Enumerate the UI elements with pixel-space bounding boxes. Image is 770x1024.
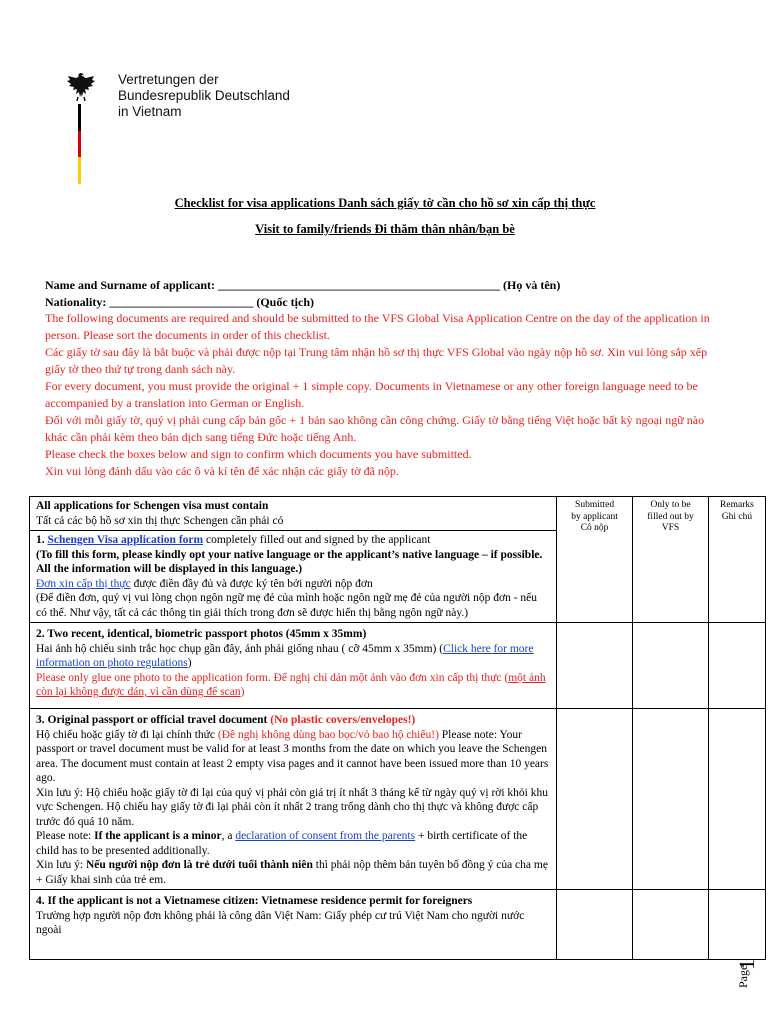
item-title: 2. Two recent, identical, biometric passport photos (45mm x 35mm): [36, 628, 367, 640]
item-text: ): [187, 657, 192, 669]
embassy-logo: [64, 68, 304, 158]
header-text: VFS: [661, 523, 680, 533]
vfs-checkbox[interactable]: [633, 890, 709, 960]
submitted-checkbox[interactable]: [557, 623, 633, 709]
instruction-text: Các giấy tờ sau đây là bắt buộc và phải được nộp tại Trung tâm nhận hồ sơ thị thực VFS Global vào ngày nộp hồ sơ. Xin vui lòng sắp xếp giấy tờ theo thứ tự trong danh sách này.: [45, 345, 708, 376]
vfs-checkbox[interactable]: [633, 623, 709, 709]
vfs-checkbox[interactable]: [633, 709, 709, 890]
nationality-field[interactable]: Nationality: ________________________ (Quốc tịch): [45, 295, 314, 309]
instructions: [45, 310, 725, 480]
table-row: [30, 709, 766, 890]
photo-scan-link[interactable]: một ảnh còn lại không được dán, vì cần dùng để scan: [36, 671, 546, 698]
item-text: Hai ảnh hộ chiếu sinh trắc học chụp gần đây, ảnh phải giống nhau ( cỡ 45mm x 35mm) (: [36, 642, 444, 655]
parents-consent-link[interactable]: declaration of consent from the parents: [235, 830, 416, 842]
german-flag-bar: [78, 104, 81, 184]
page-number-label: [730, 950, 770, 1000]
item-note: Xin lưu ý: Hộ chiếu hoặc giấy tờ đi lại của quý vị phải còn giá trị ít nhất 3 tháng kể từ ngày quý vị rời khỏi khu vực Schengen. Hộ chiếu hay giấy tờ đi lại phải còn ít nhất 2 trang trống dành cho thị thực và không được cấp trước đó quá 10 năm.: [36, 786, 549, 828]
instruction-text: The following documents are required and should be submitted to the VFS Global Visa Application Centre on the day of the application in person. Please sort the documents in order of this checklist.: [45, 311, 710, 342]
item-text: Hộ chiếu hoặc giấy tờ đi lại chính thức: [36, 728, 218, 741]
header-text: Only to be: [650, 500, 691, 510]
table-header-row: [30, 497, 766, 531]
checklist-table: [29, 496, 766, 960]
header-main-cell: [30, 497, 557, 531]
instruction-text: Xin vui lòng đánh dấu vào các ô và kí tên để xác nhận các giấy tờ đã nộp.: [45, 464, 399, 478]
item-text: Please note: Your passport or travel document must be valid for at least 3 months from the date on which you leave the Schengen area. The document must contain at least 2 empty visa pages and it cannot have been issued more than 10 years ago.: [36, 728, 549, 784]
application-form-link[interactable]: Schengen Visa application form: [47, 534, 204, 546]
header-main-en: All applications for Schengen visa must contain: [36, 500, 269, 512]
remarks-field[interactable]: [708, 709, 765, 890]
header-remarks: [708, 497, 765, 623]
header-text: by applicant: [571, 511, 618, 522]
org-line: in Vietnam: [118, 104, 182, 119]
header-text: Cô nộp: [580, 523, 609, 533]
instruction-text: Đối với mỗi giấy tờ, quý vị phải cung cấp bản gốc + 1 bản sao không cần công chứng. Giấy tờ bằng tiếng Việt hoặc bất kỳ ngoại ngữ nào khác cần phải kèm theo bản dịch sang tiếng Đức hoặc tiếng Anh.: [45, 413, 705, 444]
header-text: Remarks: [720, 500, 754, 510]
remarks-field[interactable]: [708, 623, 765, 709]
item-text: If the applicant is a minor: [94, 830, 222, 842]
page-word: Page: [736, 964, 750, 988]
item-title: 4. If the applicant is not a Vietnamese citizen: Vietnamese residence permit for foreigners: [36, 895, 473, 907]
document-subtitle: Visit to family/friends Đi thăm thân nhân/bạn bè: [255, 222, 515, 236]
applicant-fields: [45, 277, 560, 311]
table-row: [30, 890, 766, 960]
application-form-link-vi[interactable]: Đơn xin cấp thị thực: [36, 577, 131, 590]
org-line: Bundesrepublik Deutschland: [118, 88, 290, 103]
header-vfs: [633, 497, 709, 623]
item-text: thì phải nộp thêm bản tuyên bố đồng ý của cha mẹ + Giấy khai sinh của trẻ em.: [36, 859, 548, 886]
item-text: , a: [221, 830, 236, 842]
item-number: 1.: [36, 534, 45, 546]
embassy-name: [118, 72, 290, 120]
item-text: được điền đầy đủ và được ký tên bởi người nộp đơn: [130, 577, 373, 590]
table-row: [30, 623, 766, 709]
header-main-vi: Tất cả các bộ hồ sơ xin thị thực Schengen cần phải có: [36, 514, 284, 527]
org-line: Vertretungen der: [118, 72, 219, 87]
federal-eagle-icon: [64, 70, 98, 104]
item-text: + birth certificate of the child has to be presented additionally.: [36, 830, 528, 857]
item-1-cell: [30, 531, 557, 623]
item-4-cell: [30, 890, 557, 960]
item-warning: Please only glue one photo to the application form. Để nghị chỉ dán một ảnh vào đơn xin cấp thị thực (: [36, 671, 509, 684]
page-number: 1: [734, 959, 759, 970]
applicant-name-field[interactable]: Name and Surname of applicant: _______________________________________________ (Họ và tên): [45, 278, 561, 292]
item-text: completely filled out and signed by the applicant: [203, 534, 431, 546]
instruction-text: For every document, you must provide the original + 1 simple copy. Documents in Vietnamese or any other foreign language need to be accompanied by a translation into German or English.: [45, 379, 698, 410]
document-title: Checklist for visa applications Danh sách giấy tờ cần cho hồ sơ xin cấp thị thực: [174, 196, 596, 210]
submitted-checkbox[interactable]: [557, 709, 633, 890]
header-text: Submitted: [575, 500, 615, 510]
item-note: (To fill this form, please kindly opt your native language or the applicant’s native language – if possible. All the information will be displayed in this language.): [36, 548, 543, 575]
item-text: Xin lưu ý:: [36, 859, 86, 871]
instruction-text: Please check the boxes below and sign to confirm which documents you have submitted.: [45, 447, 472, 461]
item-text: Trường hợp người nộp đơn không phải là công dân Việt Nam: Giấy phép cư trú Việt Nam cho người nước ngoài: [36, 909, 525, 936]
header-text: Ghi chú: [721, 511, 753, 522]
remarks-field[interactable]: [708, 890, 765, 960]
item-warning: (Đề nghị không dùng bao bọc/vỏ bao hộ chiếu!): [217, 728, 439, 741]
header-submitted: [557, 497, 633, 623]
header-text: filled out by: [647, 511, 694, 522]
item-note: (Để điền đơn, quý vị vui lòng chọn ngôn ngữ mẹ đẻ của mình hoặc ngôn ngữ mẹ đẻ của người nộp đơn - nếu có thể. Như vậy, tất cả các thông tin giải thích trong đơn sẽ được hiển thị bằng ngôn ngữ này.): [36, 592, 537, 619]
item-warning: ): [240, 686, 245, 698]
submitted-checkbox[interactable]: [557, 890, 633, 960]
item-text: Please note:: [36, 830, 95, 842]
item-2-cell: [30, 623, 557, 709]
item-title: 3. Original passport or official travel document: [36, 714, 271, 726]
item-warning: (No plastic covers/envelopes!): [270, 714, 416, 726]
photo-regulations-link[interactable]: Click here for more information on photo regulations: [36, 642, 534, 669]
item-3-cell: [30, 709, 557, 890]
item-text: Nếu người nộp đơn là trẻ dưới tuổi thành niên: [86, 859, 313, 871]
